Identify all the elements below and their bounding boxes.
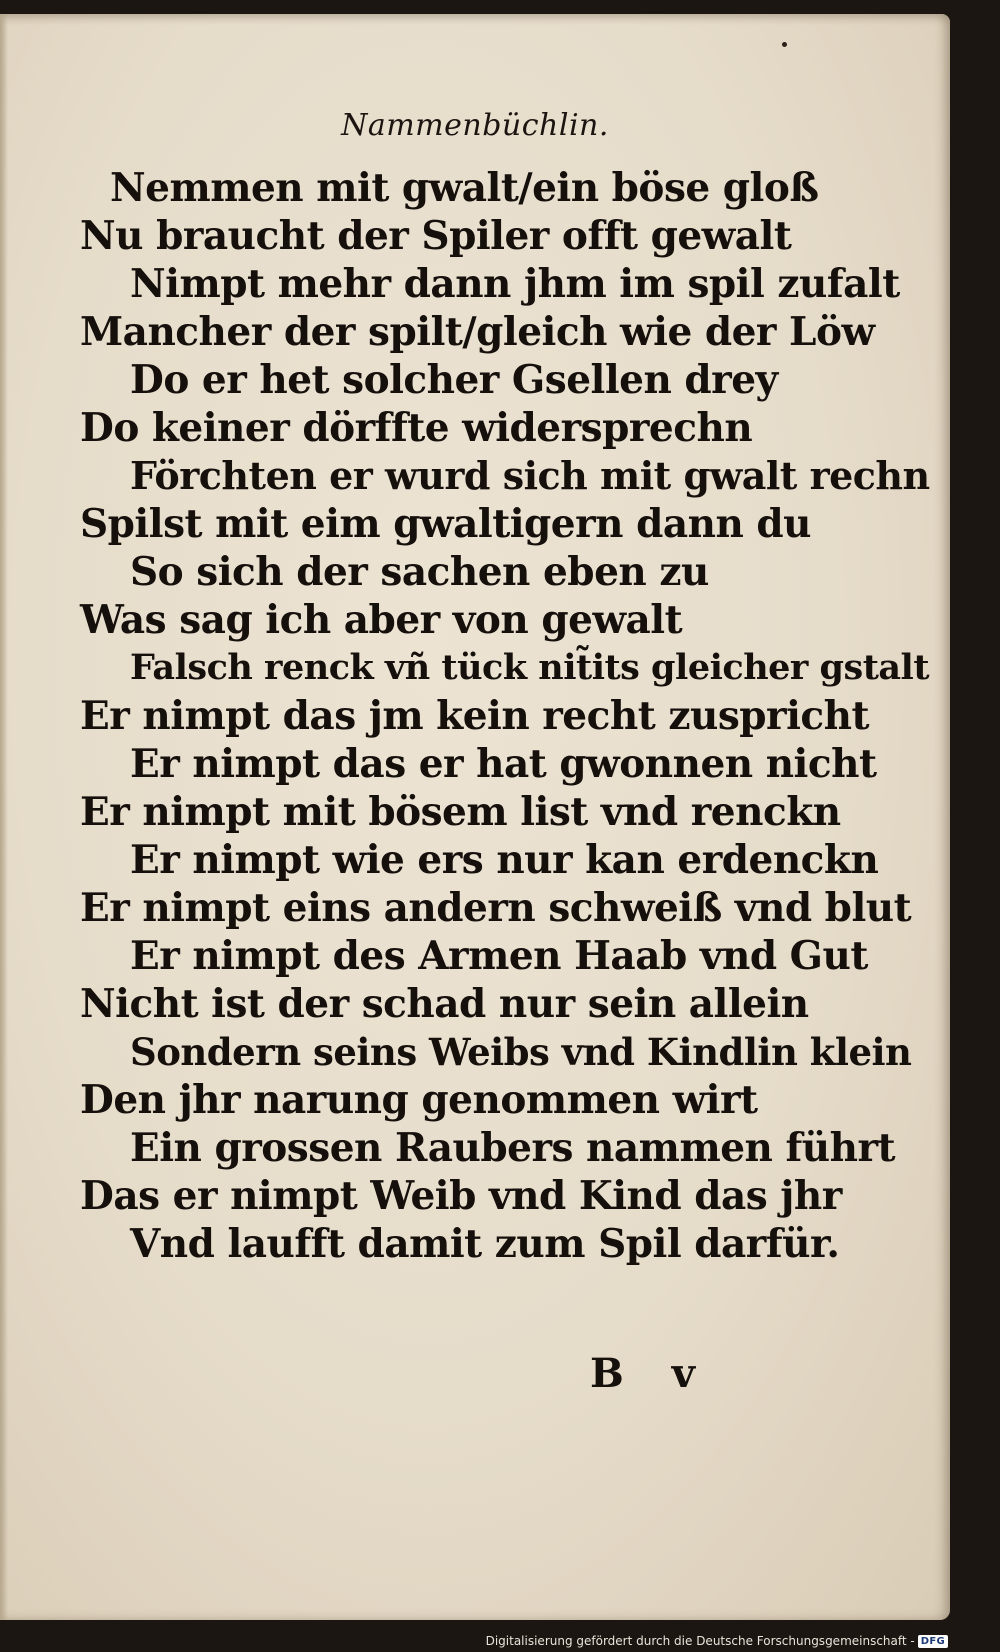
verse-line: Sondern seins Weibs vnd Kindlin klein bbox=[130, 1030, 912, 1074]
dfg-logo: DFG bbox=[918, 1635, 948, 1648]
verse-line: Er nimpt des Armen Haab vnd Gut bbox=[130, 933, 868, 979]
verse-line: Was sag ich aber von gewalt bbox=[80, 597, 683, 643]
verse-line: Er nimpt das er hat gwonnen nicht bbox=[130, 741, 877, 787]
verse-line: Förchten er wurd sich mit gwalt rechn bbox=[130, 453, 930, 498]
verse-line: Nemmen mit gwalt/ein böse gloß bbox=[110, 165, 819, 211]
ink-speck bbox=[782, 42, 787, 47]
verse-line: Er nimpt eins andern schweiß vnd blut bbox=[80, 885, 912, 931]
verse-line: Vnd laufft damit zum Spil darfür. bbox=[130, 1221, 840, 1267]
verse-line: Do er het solcher Gsellen drey bbox=[130, 357, 778, 403]
verse-line: Er nimpt wie ers nur kan erdenckn bbox=[130, 837, 879, 883]
verse-line: Nimpt mehr dann jhm im spil zufalt bbox=[130, 261, 900, 307]
signature-mark: B v bbox=[590, 1350, 695, 1397]
verse-line: Nu braucht der Spiler offt gewalt bbox=[80, 213, 792, 259]
verse-line: Ein grossen Raubers nammen führt bbox=[130, 1125, 896, 1171]
digitization-credit bbox=[486, 1634, 948, 1648]
running-header: Nammenbüchlin. bbox=[341, 108, 609, 143]
verse-line: Do keiner dörffte widersprechn bbox=[80, 405, 753, 451]
verse-line: Er nimpt mit bösem list vnd renckn bbox=[80, 789, 841, 835]
verse-line: Spilst mit eim gwaltigern dann du bbox=[80, 501, 812, 547]
page-gutter-shadow bbox=[0, 14, 8, 1620]
verse-line: Mancher der spilt/gleich wie der Löw bbox=[80, 309, 875, 355]
verse-line: So sich der sachen eben zu bbox=[130, 549, 709, 595]
credit-text: Digitalisierung gefördert durch die Deutsche Forschungsgemeinschaft - bbox=[485, 1634, 915, 1648]
verse-line: Das er nimpt Weib vnd Kind das jhr bbox=[80, 1173, 842, 1219]
verse-line: Den jhr narung genommen wirt bbox=[80, 1077, 758, 1123]
verse-line: Er nimpt das jm kein recht zuspricht bbox=[80, 693, 870, 739]
verse-line: Nicht ist der schad nur sein allein bbox=[80, 981, 809, 1027]
verse-line: Falsch renck vñ tück nit̃its gleicher gstalt bbox=[130, 647, 930, 688]
